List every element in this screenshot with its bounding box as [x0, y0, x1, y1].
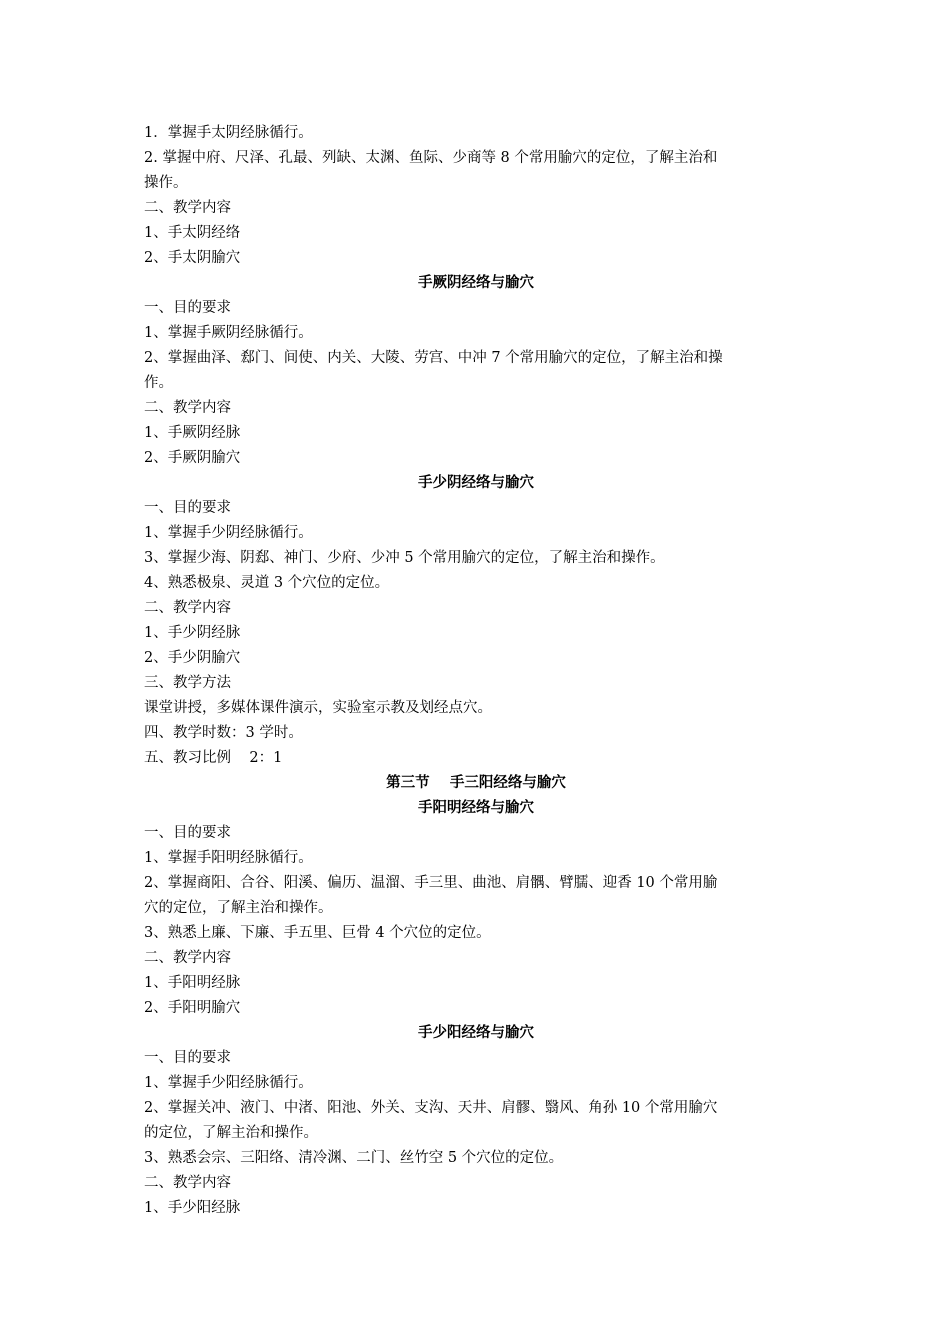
text-line: 五、教习比例 2：1 — [144, 750, 283, 766]
text-line: 一、目的要求 — [144, 825, 231, 841]
text-line: 1、掌握手少阴经脉循行。 — [144, 525, 313, 541]
text-line: 1．掌握手太阴经脉循行。 — [144, 125, 313, 141]
text-line: 1、掌握手厥阴经脉循行。 — [144, 325, 313, 341]
text-line: 课堂讲授，多媒体课件演示，实验室示教及划经点穴。 — [144, 700, 492, 716]
text-line: 2、手少阴腧穴 — [144, 650, 241, 666]
text-line: 1、掌握手阳明经脉循行。 — [144, 850, 313, 866]
text-line: 穴的定位，了解主治和操作。 — [144, 900, 333, 916]
text-line: 二、教学内容 — [144, 400, 231, 416]
text-line: 三、教学方法 — [144, 675, 231, 691]
text-line: 2、掌握关冲、液门、中渚、阳池、外关、支沟、天井、肩髎、翳风、角孙 10 个常用腧穴 — [144, 1100, 718, 1116]
text-line: 2、掌握商阳、合谷、阳溪、偏历、温溜、手三里、曲池、肩髃、臂臑、迎香 10 个常用腧 — [144, 875, 718, 891]
text-line: 四、教学时数：3 学时。 — [144, 725, 303, 741]
text-line: 二、教学内容 — [144, 600, 231, 616]
text-line: 二、教学内容 — [144, 1175, 231, 1191]
section-heading: 手阳明经络与腧穴 — [418, 800, 534, 816]
text-line: 的定位，了解主治和操作。 — [144, 1125, 318, 1141]
document-page — [144, 121, 808, 1221]
text-line: 3、掌握少海、阴郄、神门、少府、少冲 5 个常用腧穴的定位，了解主治和操作。 — [144, 550, 665, 566]
text-line: 2、手阳明腧穴 — [144, 1000, 241, 1016]
text-line: 一、目的要求 — [144, 1050, 231, 1066]
text-line: 4、熟悉极泉、灵道 3 个穴位的定位。 — [144, 575, 390, 591]
text-line: 2、掌握曲泽、郄门、间使、内关、大陵、劳宫、中冲 7 个常用腧穴的定位，了解主治和操 — [144, 350, 723, 366]
text-line: 二、教学内容 — [144, 950, 231, 966]
text-line: 2. 掌握中府、尺泽、孔最、列缺、太渊、鱼际、少商等 8 个常用腧穴的定位，了解主治和 — [144, 150, 718, 166]
text-line: 1、手厥阴经脉 — [144, 425, 241, 441]
text-line: 1、手阳明经脉 — [144, 975, 241, 991]
section-heading: 手少阴经络与腧穴 — [418, 475, 534, 491]
text-line: 作。 — [144, 375, 173, 391]
text-line: 1、手少阳经脉 — [144, 1200, 241, 1216]
section-heading: 手厥阴经络与腧穴 — [418, 275, 534, 291]
text-line: 3、熟悉上廉、下廉、手五里、巨骨 4 个穴位的定位。 — [144, 925, 491, 941]
section-heading: 第三节 手三阳经络与腧穴 — [386, 775, 566, 791]
text-line: 1、掌握手少阳经脉循行。 — [144, 1075, 313, 1091]
text-line: 操作。 — [144, 175, 188, 191]
text-line: 2、手厥阴腧穴 — [144, 450, 241, 466]
text-line: 2、手太阴腧穴 — [144, 250, 241, 266]
text-line: 一、目的要求 — [144, 500, 231, 516]
text-line: 一、目的要求 — [144, 300, 231, 316]
text-line: 3、熟悉会宗、三阳络、清冷渊、二门、丝竹空 5 个穴位的定位。 — [144, 1150, 564, 1166]
text-line: 1、手太阴经络 — [144, 225, 241, 241]
text-line: 1、手少阴经脉 — [144, 625, 241, 641]
section-heading: 手少阳经络与腧穴 — [418, 1025, 534, 1041]
text-line: 二、教学内容 — [144, 200, 231, 216]
